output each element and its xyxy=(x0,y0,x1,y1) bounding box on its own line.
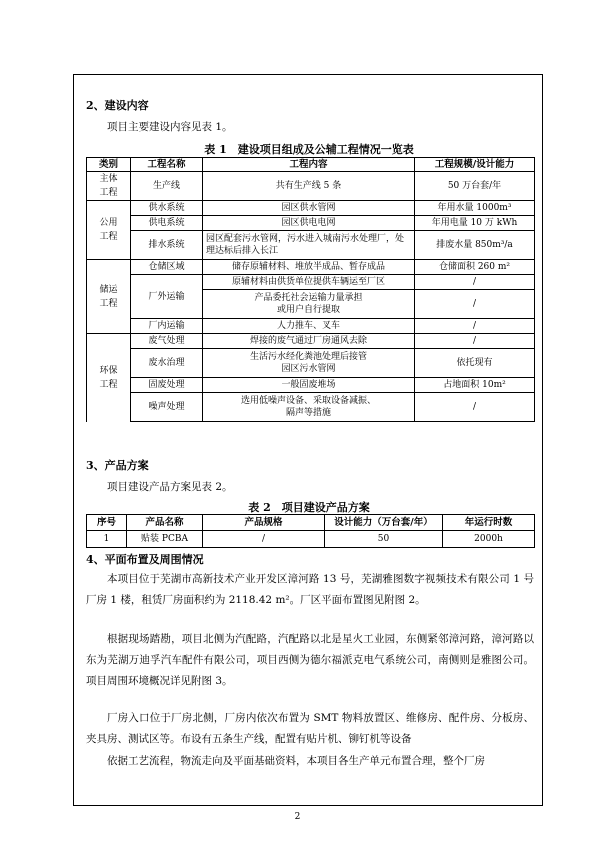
table-cell: 50 xyxy=(325,531,443,548)
table-cell: 园区供电电网 xyxy=(203,216,415,231)
table-cell: 2000h xyxy=(443,531,535,548)
table-cell: 仓储面积 260 m² xyxy=(415,260,535,275)
table-row xyxy=(87,260,535,275)
table-cell: 园区配套污水管网，污水进入城南污水处理厂，处理达标后排入长江 xyxy=(203,231,415,260)
table2-header-product: 产品名称 xyxy=(127,515,203,531)
table2-header-capacity: 设计能力（万台套/年） xyxy=(325,515,443,531)
table1-cat-storage: 储运 工程 xyxy=(87,260,131,334)
paragraph: 本项目位于芜湖市高新技术产业开发区漳河路 13 号，芜湖雅图数字视频技术有限公司 1 号厂房 1 楼，租赁厂房面积约为 2118.42 m²。厂区平面布置图见附图 2。 xyxy=(86,573,534,606)
table-cell: 供电系统 xyxy=(131,216,203,231)
table1-header-capacity: 工程规模/设计能力 xyxy=(415,158,535,172)
table-cell: 生产线 xyxy=(131,172,203,201)
paragraph: 根据现场踏勘，项目北侧为汽配路，汽配路以北是星火工业园，东侧紧邻漳河路，漳河路以东为芜湖万迪孚汽车配件有限公司，项目西侧为德尔福派克电气系统公司，南侧则是雅图公司。项目周围环境概况详见附图 3。 xyxy=(86,633,534,687)
table2 xyxy=(86,514,535,548)
table-row xyxy=(87,349,535,378)
table-cell: / xyxy=(415,290,535,319)
table1-cat-main: 主体 工程 xyxy=(87,172,131,201)
table2-header-no: 序号 xyxy=(87,515,127,531)
table-row xyxy=(87,378,535,393)
table-cell: 选用低噪声设备、采取设备减振、 隔声等措施 xyxy=(203,393,415,422)
table-cell: 储存原辅材料、堆放半成品、暂存成品 xyxy=(203,260,415,275)
table-cell: 供水系统 xyxy=(131,201,203,216)
table-cell: 年用水量 1000m³ xyxy=(415,201,535,216)
table-row xyxy=(87,531,535,548)
page-frame xyxy=(73,74,543,806)
table-cell: / xyxy=(415,275,535,290)
table-cell: 年用电量 10 万 kWh xyxy=(415,216,535,231)
paragraph: 厂房入口位于厂房北侧，厂房内依次布置为 SMT 物料放置区、维修房、配件房、分板房、夹具房、测试区等。布设有五条生产线，配置有贴片机、铆钉机等设备 xyxy=(86,712,534,745)
table-cell: 人力推车、叉车 xyxy=(203,319,415,334)
table1-header-name: 工程名称 xyxy=(131,158,203,172)
table2-caption: 表 2 项目建设产品方案 xyxy=(248,501,370,514)
table-cell: 废水治理 xyxy=(131,349,203,378)
table-row xyxy=(87,201,535,216)
table1-caption: 表 1 建设项目组成及公辅工程情况一览表 xyxy=(204,143,414,156)
table-cell: / xyxy=(415,393,535,422)
table-cell: 排水系统 xyxy=(131,231,203,260)
table-cell: 厂外运输 xyxy=(131,275,203,319)
table-cell: 废气处理 xyxy=(131,334,203,349)
table-row xyxy=(87,334,535,349)
table-row xyxy=(87,216,535,231)
table-cell: / xyxy=(415,334,535,349)
table-row xyxy=(87,172,535,201)
table1-cat-public: 公用 工程 xyxy=(87,201,131,260)
table-cell: 园区供水管网 xyxy=(203,201,415,216)
table-row xyxy=(87,275,535,290)
table-cell: 排废水量 850m³/a xyxy=(415,231,535,260)
table2-header-spec: 产品规格 xyxy=(203,515,325,531)
table-cell: 1 xyxy=(87,531,127,548)
section2-intro: 项目主要建设内容见表 1。 xyxy=(107,121,233,133)
table2-header-hours: 年运行时数 xyxy=(443,515,535,531)
table1-header-category: 类别 xyxy=(87,158,131,172)
table-cell: 仓储区域 xyxy=(131,260,203,275)
table-cell: 依托现有 xyxy=(415,349,535,378)
table1-cat-env: 环保 工程 xyxy=(87,334,131,422)
table-cell: / xyxy=(415,319,535,334)
table-cell: 产品委托社会运输力量承担 或用户自行提取 xyxy=(203,290,415,319)
table-cell: 占地面积 10m² xyxy=(415,378,535,393)
table-cell: 一般固废堆场 xyxy=(203,378,415,393)
section3-heading: 3、产品方案 xyxy=(86,459,149,472)
table-cell: 生活污水经化粪池处理后接管 园区污水管网 xyxy=(203,349,415,378)
page-number: 2 xyxy=(294,812,301,822)
table-cell: 贴装 PCBA xyxy=(127,531,203,548)
table-row xyxy=(87,319,535,334)
section4-heading: 4、平面布置及周围情况 xyxy=(86,553,204,566)
table-cell: 50 万台套/年 xyxy=(415,172,535,201)
section3-intro: 项目建设产品方案见表 2。 xyxy=(107,481,233,493)
table-row xyxy=(87,231,535,260)
table1-header-content: 工程内容 xyxy=(203,158,415,172)
table-cell: 共有生产线 5 条 xyxy=(203,172,415,201)
table-cell: 原辅材料由供货单位提供车辆运至厂区 xyxy=(203,275,415,290)
section2-heading: 2、建设内容 xyxy=(86,99,149,112)
table-cell: / xyxy=(203,531,325,548)
table1 xyxy=(86,157,535,422)
table-cell: 噪声处理 xyxy=(131,393,203,422)
paragraph: 依据工艺流程，物流走向及平面基础资料，本项目各生产单元布置合理，整个厂房 xyxy=(107,755,485,767)
table-cell: 固废处理 xyxy=(131,378,203,393)
table-cell: 焊接的废气通过厂房通风去除 xyxy=(203,334,415,349)
table-cell: 厂内运输 xyxy=(131,319,203,334)
table-row xyxy=(87,393,535,422)
